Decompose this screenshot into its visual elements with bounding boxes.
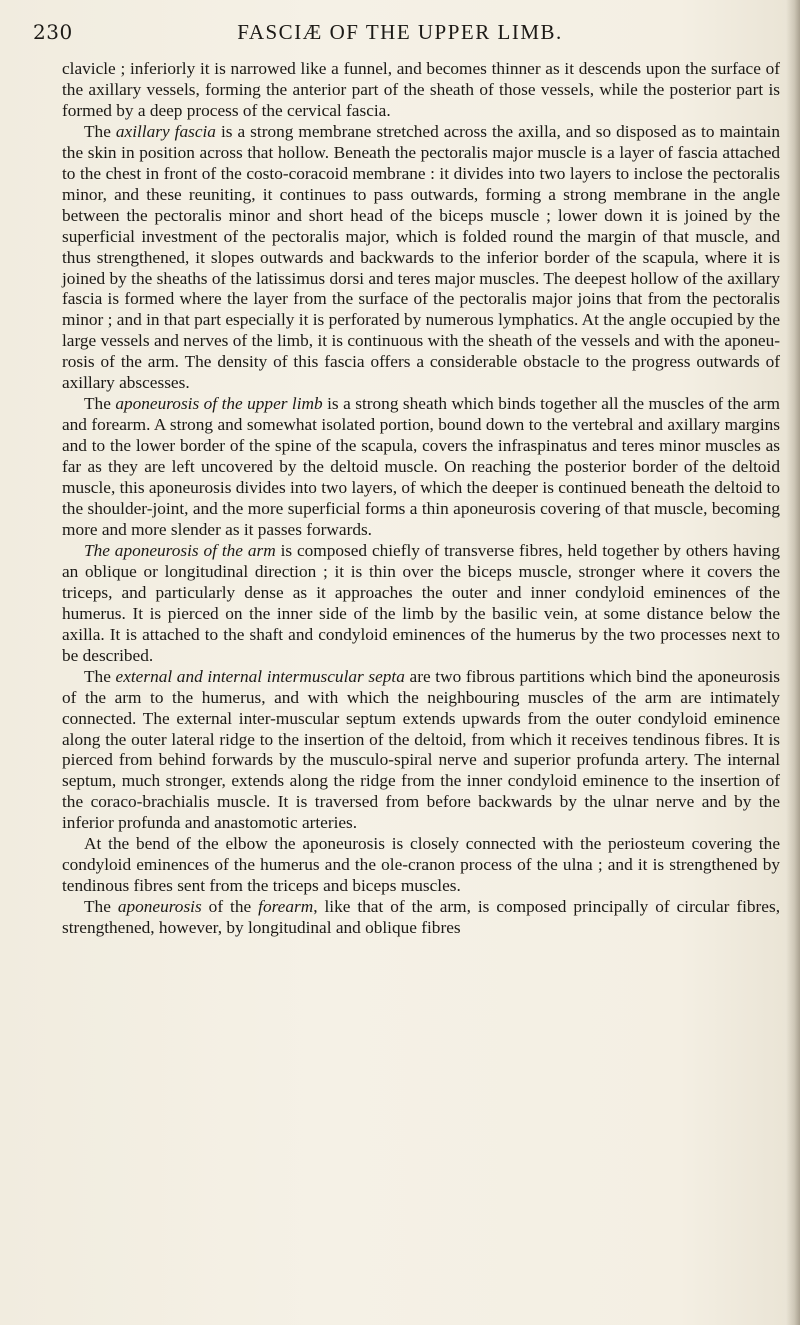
- paragraph-aponeurosis-arm: The aponeurosis of the arm is composed chiefly of transverse fibres, held together by others having an oblique or longitudinal direction ; it is thin over the biceps muscle, stronger where it covers the triceps, and particularly dense as it approaches the outer and inner condyloid eminences of the humerus. It is pierced on the inner side of the limb by the basilic vein, at some distance below the axilla. It is attached to the shaft and condyloid eminences of the humerus by the two processes next to be described.: [62, 540, 781, 665]
- paragraph-clavicle-continuation: clavicle ; inferiorly it is narrowed like a funnel, and becomes thinner as it descends upon the surface of the axillary vessels, forming the anterior part of the sheath of those vessels, while the posterior part is formed by a deep process of the cervical fascia.: [62, 59, 780, 120]
- paragraph-aponeurosis-upper-limb: The aponeurosis of the upper limb is a strong sheath which binds together all the muscles of the arm and forearm. A strong and somewhat isolated portion, bound down to the vertebral and axillary margins and to the lower border of the spine of the scapula, covers the infraspinatus and teres minor muscles as far as they are left uncovered by the deltoid muscle. On reaching the posterior border of the deltoid muscle, this aponeurosis divides into two layers, of which the deeper is continued beneath the deltoid to the shoulder-joint, and the more superficial forms a thin aponeurosis covering of that muscle, becoming more and more slender as it passes forwards.: [62, 394, 780, 539]
- term-aponeurosis-arm: The aponeurosis of the arm: [84, 540, 276, 560]
- paragraph-intermuscular-septa: The external and internal intermuscular septa are two fibrous partitions which bind the aponeurosis of the arm to the humerus, and with which the neighbouring muscles of the arm are intimately connected. The external inter-muscular septum extends upwards from the outer condyloid eminence along the outer lateral ridge to the insertion of the deltoid, from which it receives tendinous fibres. It is pierced from behind forwards by the musculo-spiral nerve and superior profunda artery. The internal septum, much stronger, extends along the ridge from the inner condyloid eminence to the insertion of the coraco-brachialis muscle. It is traversed from before backwards by the ulnar nerve and by the inferior profunda and anastomotic arteries.: [62, 666, 781, 833]
- paragraph-aponeurosis-forearm: The aponeurosis of the forearm, like that of the arm, is composed principally of circular fibres, strengthened, however, by longitudinal and oblique fibres: [62, 897, 781, 938]
- term-aponeurosis: aponeurosis: [117, 897, 202, 917]
- page-edge-shadow: [786, 0, 800, 1325]
- body-text: [62, 59, 780, 939]
- paragraph-axillary-fascia: The axillary fascia is a strong membrane stretched across the axilla, and so disposed as to maintain the skin in position across that hollow. Beneath the pectoralis major muscle is a layer of fascia attached to the chest in front of the costo-coracoid membrane : it divides into two layers to inclose the pectoralis minor, and these reuniting, it continues to pass outwards, forming a strong membrane in the angle between the pectoralis minor and short head of the biceps muscle ; lower down it is joined by the superficial investment of the pectoralis major, which is folded round the margin of that muscle, and thus strengthened, it slopes outwards and backwards to the inferior border of the scapula, where it is joined by the sheaths of the latissimus dorsi and teres major muscles. The deepest hollow of the axillary fascia is formed where the layer from the surface of the pectoralis major joins that from the pectoralis minor ; and in that part especially it is perforated by numerous lymphatics. At the angle occupied by the large vessels and nerves of the limb, it is continuous with the sheath of the vessels and with the aponeu-rosis of the arm. The density of this fascia offers a considerable obstacle to the progress outwards of axillary abscesses.: [62, 121, 780, 393]
- term-aponeurosis-upper-limb: aponeurosis of the upper limb: [115, 394, 323, 414]
- term-forearm: forearm: [258, 897, 314, 917]
- term-intermuscular-septa: external and internal intermuscular septa: [115, 666, 405, 686]
- term-axillary-fascia: axillary fascia: [115, 121, 216, 141]
- page-number: 230: [33, 20, 73, 44]
- paragraph-bend-of-elbow: At the bend of the elbow the aponeurosis is closely connected with the periosteum covering the condyloid eminences of the humerus and the ole-cranon process of the ulna ; and it is strengthened by tendinous fibres sent from the triceps and biceps muscles.: [62, 834, 780, 896]
- running-head: FASCIÆ OF THE UPPER LIMB.: [237, 20, 563, 44]
